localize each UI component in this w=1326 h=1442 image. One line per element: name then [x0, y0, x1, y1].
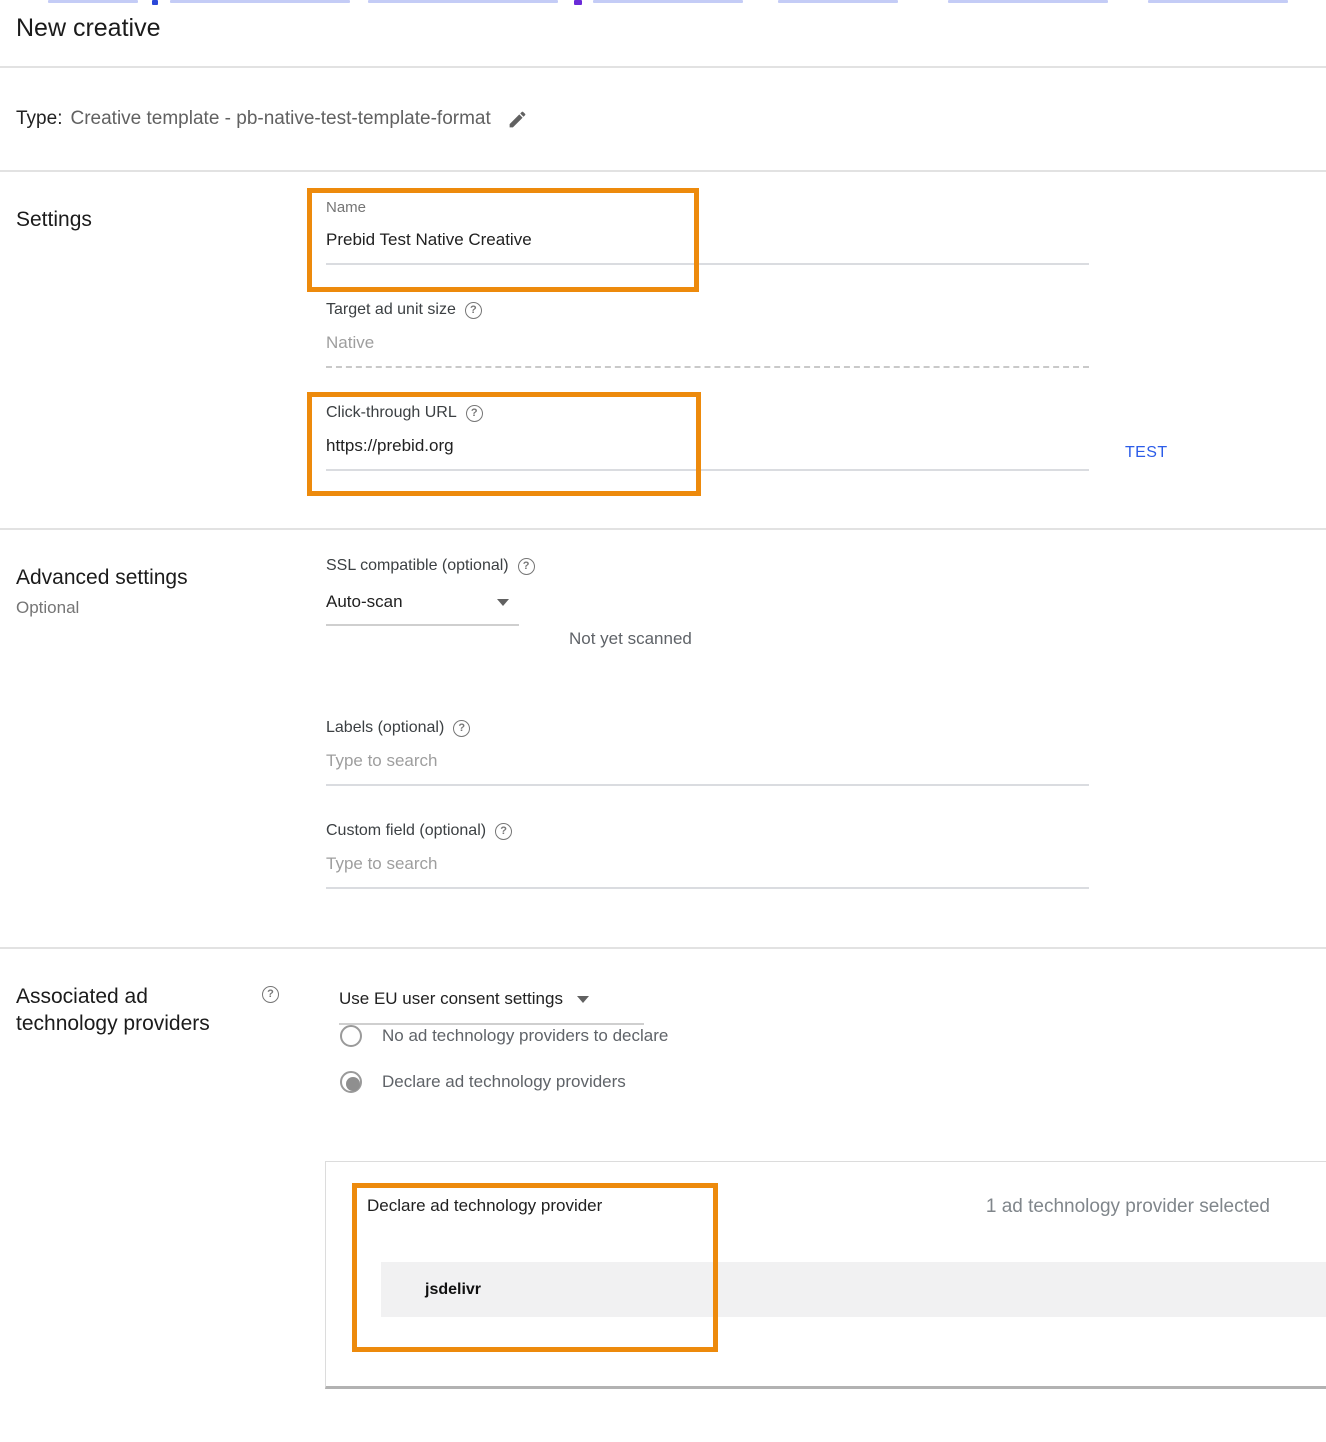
custom-field: [326, 822, 1089, 889]
click-through-url-field: [326, 404, 1168, 471]
edit-type-button[interactable]: [507, 109, 528, 130]
ad-tech-providers-section: [0, 949, 1326, 1389]
click-through-url-label: Click-through URL: [326, 404, 457, 421]
help-icon[interactable]: ?: [465, 302, 482, 319]
help-icon[interactable]: ?: [518, 558, 535, 575]
click-through-url-input[interactable]: [326, 422, 1089, 471]
custom-field-label: Custom field (optional): [326, 822, 487, 839]
help-icon[interactable]: ?: [262, 986, 279, 1003]
radio-no-providers[interactable]: [340, 1025, 1326, 1047]
advanced-settings-subheading: Optional: [16, 598, 80, 617]
name-label: Name: [326, 199, 367, 216]
radio-declare-providers-label: Declare ad technology providers: [382, 1072, 626, 1091]
settings-section: [0, 172, 1326, 528]
target-size-label: Target ad unit size: [326, 301, 456, 318]
caret-down-icon: [497, 599, 509, 606]
ssl-scan-status: Not yet scanned: [569, 629, 692, 648]
clipped-breadcrumb: [18, 0, 1326, 6]
ssl-compatible-field: [326, 557, 1326, 649]
labels-label: Labels (optional): [326, 719, 445, 736]
ssl-selected-value: Auto-scan: [326, 592, 403, 611]
help-icon[interactable]: ?: [466, 405, 483, 422]
eu-consent-select[interactable]: [339, 979, 644, 1025]
page-title: New creative: [16, 14, 161, 42]
ssl-label: SSL compatible (optional): [326, 557, 509, 574]
eu-consent-selected-value: Use EU user consent settings: [339, 989, 563, 1008]
type-label: Type:: [16, 108, 63, 129]
ad-tech-provider-card: [325, 1161, 1326, 1389]
provider-row[interactable]: [381, 1262, 1326, 1317]
declare-provider-title: Declare ad technology provider: [367, 1196, 603, 1215]
radio-selected-icon: [340, 1071, 362, 1093]
labels-field: [326, 719, 1089, 786]
settings-heading: Settings: [16, 208, 92, 231]
ssl-compatible-select[interactable]: [326, 577, 519, 626]
creative-type-row: [0, 68, 1326, 170]
advanced-settings-section: [0, 530, 1326, 947]
help-icon[interactable]: ?: [495, 823, 512, 840]
name-field: [326, 199, 1089, 265]
pencil-icon: [507, 109, 528, 130]
test-url-button[interactable]: TEST: [1125, 444, 1168, 461]
radio-declare-providers[interactable]: [340, 1071, 1326, 1093]
target-ad-unit-size-field: [326, 301, 1089, 368]
ad-tech-heading: Associated ad technology providers: [16, 985, 210, 1035]
custom-field-search-input[interactable]: [326, 840, 1089, 889]
name-input[interactable]: [326, 216, 1089, 265]
type-value: Creative template - pb-native-test-template-format: [70, 108, 491, 129]
help-icon[interactable]: ?: [453, 720, 470, 737]
radio-icon: [340, 1025, 362, 1047]
radio-no-providers-label: No ad technology providers to declare: [382, 1026, 669, 1045]
labels-search-input[interactable]: [326, 737, 1089, 786]
target-size-value: Native: [326, 319, 1089, 368]
provider-name: jsdelivr: [425, 1280, 482, 1298]
provider-selected-summary: 1 ad technology provider selected: [985, 1196, 1270, 1217]
advanced-settings-heading: Advanced settings: [16, 566, 188, 589]
caret-down-icon: [577, 996, 589, 1003]
